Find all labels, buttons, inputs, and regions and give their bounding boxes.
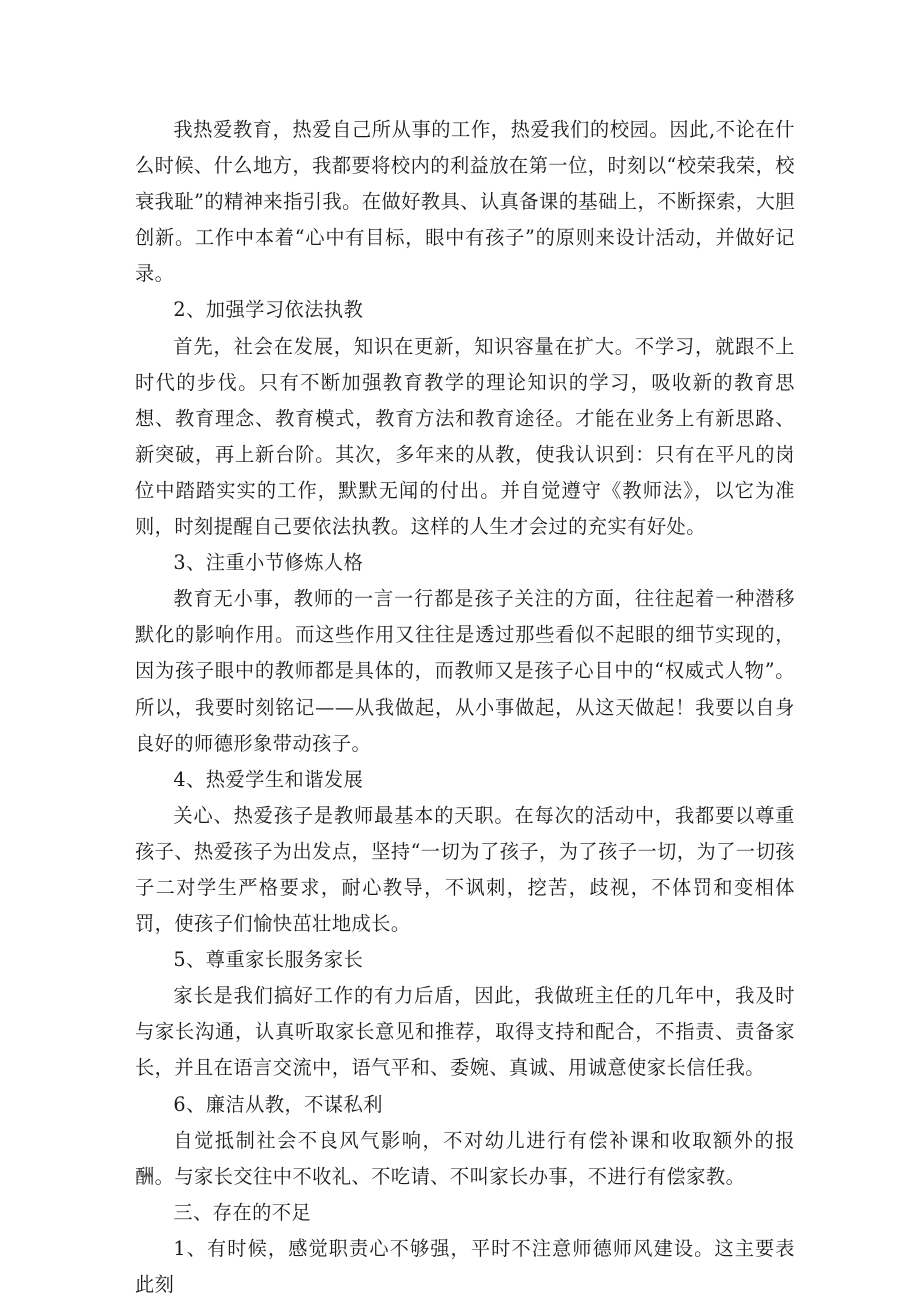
paragraph-study-and-teach-by-law: 首先，社会在发展，知识在更新，知识容量在扩大。不学习，就跟不上时代的步伐。只有不断加强教育教学的理论知识的学习，吸收新的教育思想、教育理念、教育模式，教育方法和教育途径。才能在业务上有新思路、新突破，再上新台阶。其次，多年来的从教，使我认识到：只有在平凡的岗位中踏踏实实的工作，默默无闻的付出。并自觉遵守《教师法》，以它为准则，时刻提醒自己要依法执教。这样的人生才会过的充实有好处。 — [135, 334, 795, 539]
paragraph-shortcoming-1: 1、有时候，感觉职责心不够强，平时不注意师德师风建设。这主要表此刻 — [135, 1236, 795, 1296]
heading-cultivate-character: 3、注重小节修炼人格 — [173, 551, 364, 575]
document-body — [135, 112, 795, 1303]
heading-integrity: 6、廉洁从教，不谋私利 — [173, 1092, 383, 1116]
paragraph-respect-parents: 家长是我们搞好工作的有力后盾，因此，我做班主任的几年中，我及时与家长沟通，认真听取家长意见和推荐，取得支持和配合，不指责、责备家长，并且在语言交流中，语气平和、委婉、真诚、用诚意使家长信任我。 — [135, 984, 795, 1080]
heading-shortcomings: 三、存在的不足 — [173, 1200, 312, 1224]
heading-respect-parents: 5、尊重家长服务家长 — [173, 948, 364, 972]
paragraph-integrity: 自觉抵制社会不良风气影响，不对幼儿进行有偿补课和收取额外的报酬。与家长交往中不收礼、不吃请、不叫家长办事，不进行有偿家教。 — [135, 1128, 795, 1188]
paragraph-love-students: 关心、热爱孩子是教师最基本的天职。在每次的活动中，我都要以尊重孩子、热爱孩子为出发点，坚持“一切为了孩子，为了孩子一切，为了一切孩子二对学生严格要求，耐心教导，不讽刺，挖苦，歧视，不体罚和变相体罚，使孩子们愉快茁壮地成长。 — [135, 803, 795, 936]
heading-study-and-teach-by-law: 2、加强学习依法执教 — [173, 298, 364, 322]
paragraph-love-of-education: 我热爱教育，热爱自己所从事的工作，热爱我们的校园。因此,不论在什么时候、什么地方，我都要将校内的利益放在第一位，时刻以“校荣我荣，校衰我耻”的精神来指引我。在做好教具、认真备课的基础上，不断探索，大胆创新。工作中本着“心中有目标，眼中有孩子”的原则来设计活动，并做好记录。 — [135, 118, 795, 286]
paragraph-cultivate-character: 教育无小事，教师的一言一行都是孩子关注的方面，往往起着一种潜移默化的影响作用。而这些作用又往往是透过那些看似不起眼的细节实现的，因为孩子眼中的教师都是具体的，而教师又是孩子心目中的“权威式人物”。所以，我要时刻铭记——从我做起，从小事做起，从这天做起！我要以自身良好的师德形象带动孩子。 — [135, 587, 795, 755]
heading-love-students: 4、热爱学生和谐发展 — [173, 767, 364, 791]
